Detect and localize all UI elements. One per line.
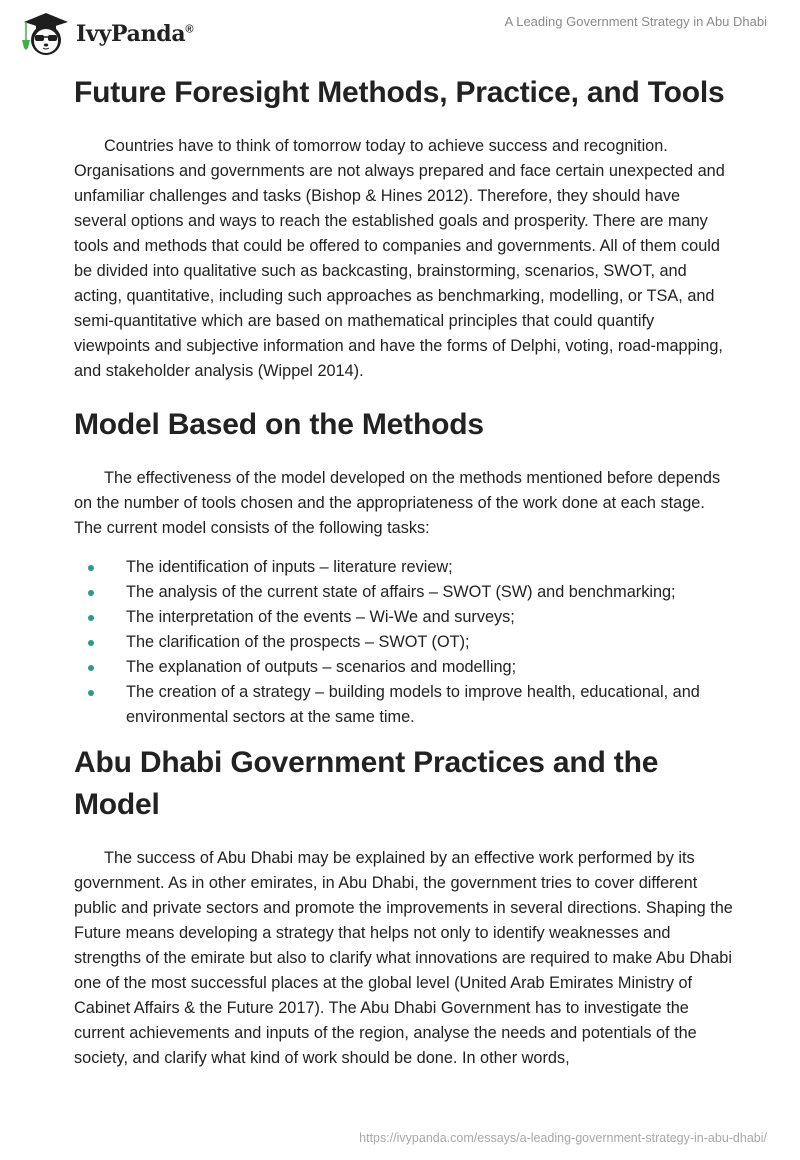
paragraph: The success of Abu Dhabi may be explained by an effective work performed by its government. As in other emirates, in Abu Dhabi, the government tries to cover different public and private sectors and promote the improvements in several directions. Shaping the Future means developing a strategy that helps not only to identify weaknesses and strengths of the emirate but also to clarify what innovations are required to make Abu Dhabi one of the most successful places at the global level (United Arab Emirates Ministry of Cabinet Affairs & the Future 2017). The Abu Dhabi Government has to investigate the current achievements and inputs of the region, analyse the needs and potentials of the society, and clarify what kind of work should be done. In other words,	[74, 849, 733, 1067]
section-abu-dhabi-practices	[74, 742, 734, 1071]
list-item: The analysis of the current state of affairs – SWOT (SW) and benchmarking;	[74, 580, 734, 605]
panda-graduate-icon	[18, 10, 72, 58]
section-heading: Future Foresight Methods, Practice, and Tools	[74, 76, 725, 109]
paragraph: The effectiveness of the model developed on the methods mentioned before depends on the number of tools chosen and the appropriateness of the work done at each stage. The current model consists of the following tasks:	[74, 469, 721, 537]
logo[interactable]	[18, 10, 193, 58]
source-url-link[interactable]: https://ivypanda.com/essays/a-leading-government-strategy-in-abu-dhabi/	[359, 1131, 767, 1145]
document-title: A Leading Government Strategy in Abu Dhabi	[504, 14, 767, 29]
list-item: The identification of inputs – literature review;	[74, 555, 734, 580]
list-item: The clarification of the prospects – SWOT (OT);	[74, 630, 734, 655]
page-header	[0, 0, 800, 60]
list-item: The explanation of outputs – scenarios and modelling;	[74, 655, 734, 680]
bullet-icon	[88, 615, 94, 621]
section-model-methods	[74, 404, 734, 730]
section-heading: Model Based on the Methods	[74, 408, 484, 441]
bullet-icon	[88, 665, 94, 671]
task-list	[74, 555, 734, 730]
bullet-icon	[88, 590, 94, 596]
section-heading: Abu Dhabi Government Practices and the Model	[74, 746, 659, 821]
paragraph: Countries have to think of tomorrow today to achieve success and recognition. Organisations and governments are not always prepared and face certain unexpected and unfamiliar challenges and tasks (Bishop & Hines 2012). Therefore, they should have several options and ways to reach the established goals and prosperity. There are many tools and methods that could be offered to companies and governments. All of them could be divided into qualitative such as backcasting, brainstorming, scenarios, SWOT, and acting, quantitative, including such approaches as benchmarking, modelling, or TSA, and semi-quantitative which are based on mathematical principles that could quantify viewpoints and subjective information and have the forms of Delphi, voting, road-mapping, and stakeholder analysis (Wippel 2014).	[74, 137, 725, 380]
bullet-icon	[88, 690, 94, 696]
bullet-icon	[88, 565, 94, 571]
bullet-icon	[88, 640, 94, 646]
section-foresight-methods	[74, 72, 734, 384]
list-item: The creation of a strategy – building models to improve health, educational, and environmental sectors at the same time.	[74, 680, 734, 730]
list-item: The interpretation of the events – Wi-We and surveys;	[74, 605, 734, 630]
article-content	[74, 70, 734, 1071]
logo-text: IvyPanda®	[76, 21, 194, 47]
